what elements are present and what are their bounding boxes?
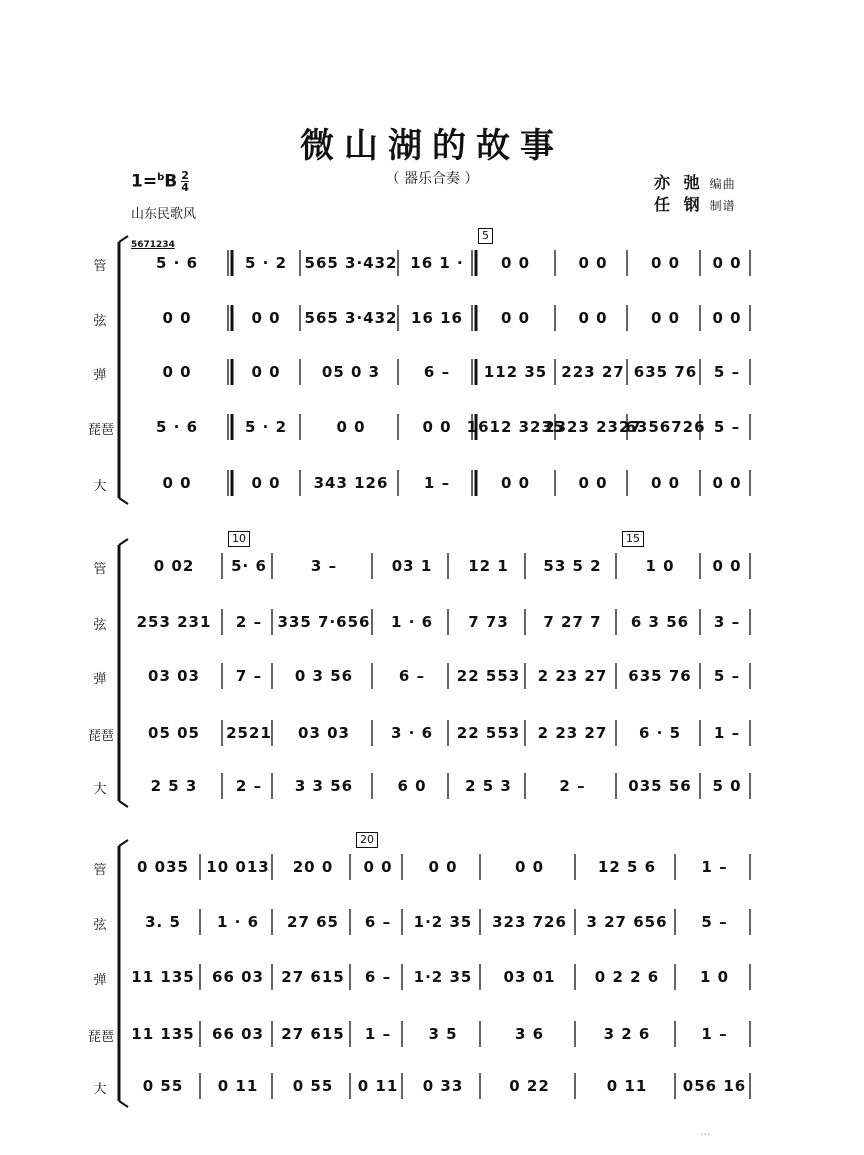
measure-notes: 22 553 xyxy=(456,724,521,742)
measure-notes: 7 27 7 xyxy=(543,613,602,631)
credit-name: 亦 弛 xyxy=(654,173,704,192)
measure-notes: 1·2 35 xyxy=(413,913,473,931)
measure-notes: 0 0 xyxy=(336,418,366,436)
measure-notes: 0 0 xyxy=(428,858,458,876)
key-prefix: 1= xyxy=(131,171,158,192)
measure-notes: 0 0 xyxy=(712,557,742,575)
measure-notes: 1 · 6 xyxy=(216,913,260,931)
measure-notes: 16 1 · xyxy=(410,254,464,272)
measure-notes: 3 – xyxy=(713,613,741,631)
measure-notes: 0 0 xyxy=(578,309,608,327)
measure-notes: 5 0 xyxy=(712,777,742,795)
measure-notes: 3 6 xyxy=(514,1025,545,1043)
measure-notes: 6 – xyxy=(398,667,426,685)
bracket-hook-bottom xyxy=(119,498,128,504)
measure-notes: 0 0 xyxy=(162,363,192,381)
measure-notes: 0 11 xyxy=(357,1077,399,1095)
measure-notes: 0 0 xyxy=(712,474,742,492)
measure-notes: 5 · 6 xyxy=(155,418,199,436)
instrument-label: 管 xyxy=(93,863,107,878)
measure-notes: 6 – xyxy=(423,363,451,381)
measure-notes: 6 – xyxy=(364,968,392,986)
measure-notes: 10 013 xyxy=(206,858,270,876)
instrument-label: 管 xyxy=(93,259,107,274)
measure-notes: 2323 2327 xyxy=(544,418,642,436)
measure-notes: 5 – xyxy=(713,418,741,436)
measure-notes: 03 03 xyxy=(148,667,200,685)
measure-number: 10 xyxy=(228,531,250,547)
measure-notes: 635 76 xyxy=(628,667,692,685)
measure-notes: 565 3·432 xyxy=(304,309,398,327)
measure-notes: 0 0 xyxy=(251,309,281,327)
bracket-hook-bottom xyxy=(119,801,128,807)
measure-notes: 0 0 xyxy=(650,254,681,272)
measure-notes: 1 – xyxy=(364,1025,392,1043)
measure-notes: 6 – xyxy=(364,913,392,931)
measure-notes: 5 · 6 xyxy=(155,254,199,272)
measure-notes: 66 03 xyxy=(212,968,264,986)
measure-notes: 0 0 xyxy=(162,309,192,327)
measure-notes: 2 23 27 xyxy=(537,667,608,685)
instrument-label: 弦 xyxy=(93,918,107,933)
measure-notes: 20 0 xyxy=(292,858,334,876)
measure-notes: 5 · 2 xyxy=(244,254,288,272)
measure-notes: 5 – xyxy=(713,667,741,685)
measure-notes: 635 76 xyxy=(633,363,698,381)
key-flat: b xyxy=(157,171,165,183)
measure-notes: 03 01 xyxy=(503,968,556,986)
score-title: 微山湖的故事 xyxy=(300,126,564,166)
instrument-label: 弦 xyxy=(93,618,107,633)
measure-notes: 12 1 xyxy=(468,557,509,575)
instrument-label: 琵琶 xyxy=(88,423,115,438)
instrument-label: 琵琶 xyxy=(88,1030,115,1045)
bracket-hook-bottom xyxy=(119,1101,128,1107)
measure-number: 5 xyxy=(478,228,493,244)
credit-role: 编曲 xyxy=(709,177,736,191)
credit-name: 任 钢 xyxy=(654,195,704,214)
measure-notes: 1612 3235 xyxy=(466,418,565,436)
measure-notes: 7 – xyxy=(235,667,263,685)
measure-notes: 035 56 xyxy=(628,777,692,795)
measure-notes: 11 135 xyxy=(131,1025,195,1043)
bracket-hook-top xyxy=(119,539,128,545)
measure-notes: 3 · 6 xyxy=(390,724,434,742)
time-top: 2 xyxy=(181,169,189,182)
measure-notes: 3 2 6 xyxy=(603,1025,651,1043)
measure-notes: 0 3 56 xyxy=(294,667,354,685)
instrument-label: 大 xyxy=(93,479,107,494)
measure-notes: 11 135 xyxy=(131,968,195,986)
measure-notes: 0 55 xyxy=(142,1077,184,1095)
measure-notes: 0 0 xyxy=(578,254,608,272)
bracket-hook-top xyxy=(119,236,128,242)
style-note: 山东民歌风 xyxy=(131,207,197,222)
instrument-label: 弹 xyxy=(93,672,107,687)
measure-notes: 3 – xyxy=(310,557,338,575)
measure-notes: 1 – xyxy=(701,1025,728,1043)
measure-notes: 16 16 xyxy=(411,309,463,327)
measure-notes: 0 0 xyxy=(712,254,742,272)
measure-notes: 0 0 xyxy=(650,309,681,327)
measure-notes: 0 0 xyxy=(514,858,545,876)
measure-notes: 2 5 3 xyxy=(150,777,198,795)
measure-notes: 6 3 56 xyxy=(630,613,690,631)
measure-notes: 0 0 xyxy=(251,474,281,492)
measure-notes: 5 – xyxy=(713,363,741,381)
measure-notes: 0 0 xyxy=(500,309,531,327)
measure-notes: 1 – xyxy=(713,724,741,742)
measure-notes: 3 27 656 xyxy=(586,913,668,931)
measure-notes: 1 · 6 xyxy=(390,613,434,631)
key-note: B xyxy=(164,171,178,192)
measure-notes: 1 – xyxy=(701,858,728,876)
measure-notes: 05 0 3 xyxy=(321,363,381,381)
measure-notes: 323 726 xyxy=(492,913,567,931)
instrument-label: 弦 xyxy=(93,314,107,329)
instrument-label: 管 xyxy=(93,562,107,577)
measure-number: 15 xyxy=(622,531,644,547)
pickup-notes: 5671234 xyxy=(131,240,175,250)
measure-notes: 1·2 35 xyxy=(413,968,473,986)
measure-notes: 0 0 xyxy=(712,309,742,327)
measure-notes: 03 03 xyxy=(298,724,350,742)
instrument-label: 弹 xyxy=(93,368,107,383)
measure-notes: 056 16 xyxy=(682,1077,747,1095)
measure-notes: 27 65 xyxy=(287,913,339,931)
measure-notes: 3. 5 xyxy=(145,913,181,931)
measure-notes: 0 2 2 6 xyxy=(594,968,660,986)
instrument-label: 大 xyxy=(93,1082,107,1097)
measure-notes: 0 0 xyxy=(578,474,608,492)
bracket-hook-top xyxy=(119,840,128,846)
credit-role: 制谱 xyxy=(709,199,736,213)
measure-notes: 22 553 xyxy=(456,667,521,685)
measure-notes: 0 11 xyxy=(217,1077,259,1095)
measure-notes: 1 0 xyxy=(645,557,675,575)
measure-notes: 565 3·432 xyxy=(304,254,398,272)
measure-notes: 2521 xyxy=(226,724,272,742)
measure-notes: 5· 6 xyxy=(231,557,267,575)
instrument-label: 琵琶 xyxy=(88,729,115,744)
measure-notes: 66 03 xyxy=(212,1025,264,1043)
measure-notes: 0 0 xyxy=(162,474,192,492)
instrument-label: 大 xyxy=(93,782,107,797)
measure-notes: 12 5 6 xyxy=(597,858,657,876)
instrument-label: 弹 xyxy=(93,973,107,988)
measure-number: 20 xyxy=(356,832,378,848)
measure-notes: 2 23 27 xyxy=(537,724,608,742)
measure-notes: 3 5 xyxy=(428,1025,458,1043)
measure-notes: 6356726 xyxy=(625,418,706,436)
measure-notes: 2 – xyxy=(559,777,586,795)
measure-notes: 0 0 xyxy=(251,363,281,381)
measure-notes: 0 22 xyxy=(509,1077,550,1095)
measure-notes: 5 · 2 xyxy=(244,418,288,436)
measure-notes: 0 55 xyxy=(292,1077,334,1095)
measure-notes: 253 231 xyxy=(136,613,212,631)
measure-notes: 53 5 2 xyxy=(543,557,602,575)
measure-notes: 223 27 xyxy=(561,363,625,381)
measure-notes: 0 0 xyxy=(650,474,681,492)
measure-notes: 0 33 xyxy=(422,1077,464,1095)
measure-notes: 2 5 3 xyxy=(465,777,512,795)
measure-notes: 6 · 5 xyxy=(638,724,682,742)
measure-notes: 6 0 xyxy=(397,777,427,795)
measure-notes: 0 0 xyxy=(422,418,452,436)
measure-notes: 1 – xyxy=(423,474,451,492)
measure-notes: 1 0 xyxy=(699,968,730,986)
measure-notes: 03 1 xyxy=(391,557,433,575)
measure-notes: 2 – xyxy=(235,777,263,795)
measure-notes: 0 02 xyxy=(153,557,195,575)
measure-notes: 0 0 xyxy=(500,254,531,272)
measure-notes: 7 73 xyxy=(468,613,509,631)
measure-notes: 335 7·656 xyxy=(277,613,371,631)
measure-notes: 0 0 xyxy=(500,474,531,492)
measure-notes: 112 35 xyxy=(483,363,548,381)
measure-notes: 27 615 xyxy=(281,1025,345,1043)
measure-notes: 27 615 xyxy=(281,968,345,986)
measure-notes: 3 3 56 xyxy=(294,777,354,795)
measure-notes: 2 – xyxy=(235,613,263,631)
measure-notes: 5 – xyxy=(701,913,728,931)
measure-notes: 0 0 xyxy=(363,858,393,876)
measure-notes: 05 05 xyxy=(148,724,200,742)
score-subtitle: （ 器乐合奏 ） xyxy=(385,171,479,187)
measure-notes: 0 11 xyxy=(606,1077,648,1095)
time-bottom: 4 xyxy=(181,181,189,194)
watermark: ··· xyxy=(700,1128,711,1141)
measure-notes: 343 126 xyxy=(313,474,389,492)
measure-notes: 0 035 xyxy=(137,858,189,876)
